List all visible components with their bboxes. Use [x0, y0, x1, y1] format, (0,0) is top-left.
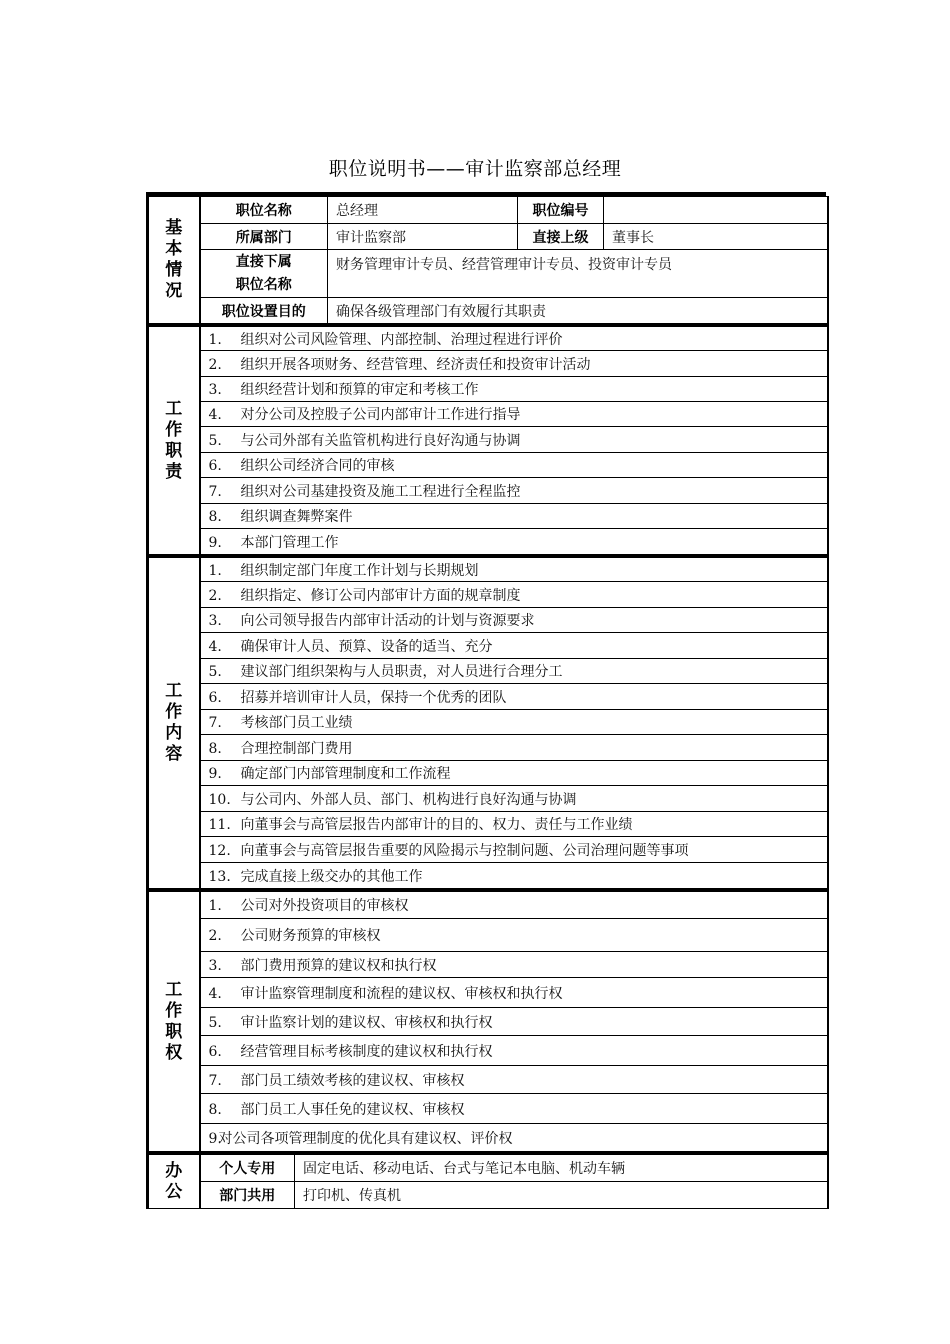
- item-text: 审计监察计划的建议权、审核权和执行权: [240, 1014, 493, 1031]
- item-number: 3.: [208, 957, 222, 974]
- item-number: 3.: [208, 382, 222, 398]
- section-basic: 基本情况: [148, 197, 200, 324]
- item-number: 9.: [208, 766, 222, 782]
- item-text: 组织制定部门年度工作计划与长期规划: [240, 562, 479, 579]
- item-number: 8.: [208, 509, 222, 525]
- item-number: 8.: [208, 1101, 222, 1118]
- authority-item: [200, 891, 828, 919]
- duty-item: [200, 377, 828, 402]
- item-text: 确定部门内部管理制度和工作流程: [240, 766, 451, 782]
- authority-item: [200, 1066, 828, 1094]
- item-number: 5.: [208, 432, 222, 449]
- authority-table: [146, 889, 829, 1152]
- purpose-value: 确保各级管理部门有效履行其职责: [328, 298, 828, 324]
- item-text: 组织经营计划和预算的审定和考核工作: [240, 382, 479, 398]
- item-text: 组织调查舞弊案件: [240, 509, 353, 525]
- item-text: 组织公司经济合同的审核: [240, 458, 395, 474]
- item-text: 组织指定、修订公司内部审计方面的规章制度: [240, 587, 521, 604]
- item-number: 4.: [208, 407, 222, 423]
- item-text: 向公司领导报告内部审计活动的计划与资源要求: [240, 613, 535, 629]
- content-item: [200, 735, 828, 761]
- item-number: 5.: [208, 664, 222, 680]
- duty-item: [200, 453, 828, 478]
- item-text: 部门费用预算的建议权和执行权: [240, 957, 437, 974]
- item-number: 6.: [208, 689, 222, 706]
- item-number: 10.: [208, 791, 231, 808]
- content-item: [200, 837, 828, 863]
- position-name-value: 总经理: [328, 197, 518, 224]
- item-text: 向董事会与高管层报告重要的风险揭示与控制问题、公司治理问题等事项: [240, 842, 689, 859]
- duty-item: [200, 402, 828, 427]
- authority-item: [200, 919, 828, 952]
- superior-label: 直接上级: [518, 224, 604, 250]
- item-text: 与公司外部有关监管机构进行良好沟通与协调: [240, 432, 521, 449]
- item-text: 本部门管理工作: [240, 534, 339, 551]
- content-item: [200, 863, 828, 889]
- item-text: 组织对公司基建投资及施工工程进行全程监控: [240, 483, 521, 500]
- item-number: 1.: [208, 898, 222, 914]
- section-content: 工作内容: [148, 557, 200, 889]
- duty-item: [200, 529, 828, 555]
- authority-item: [200, 978, 828, 1008]
- duties-table: [146, 324, 829, 555]
- item-text: 建议部门组织架构与人员职责，对人员进行合理分工: [240, 664, 563, 680]
- content-item: [200, 710, 828, 735]
- item-text: 对公司各项管理制度的优化具有建议权、评价权: [218, 1130, 513, 1147]
- item-text: 向董事会与高管层报告内部审计的目的、权力、责任与工作业绩: [240, 817, 633, 833]
- subordinates-label-line2: 职位名称: [235, 276, 292, 293]
- subordinates-label: [200, 250, 328, 298]
- item-text: 招募并培训审计人员，保持一个优秀的团队: [240, 689, 507, 706]
- personal-use-label: 个人专用: [200, 1154, 295, 1182]
- content-item: [200, 659, 828, 684]
- position-no-label: 职位编号: [518, 197, 604, 224]
- authority-item: [200, 1036, 828, 1066]
- content-item: [200, 582, 828, 608]
- office-table: [146, 1152, 829, 1209]
- item-text: 部门员工人事任免的建议权、审核权: [240, 1101, 465, 1118]
- item-number: 12.: [208, 842, 231, 859]
- content-item: [200, 633, 828, 659]
- personal-use-value: 固定电话、移动电话、台式与笔记本电脑、机动车辆: [295, 1154, 828, 1182]
- item-number: 2.: [208, 356, 222, 373]
- item-number: 3.: [208, 613, 222, 629]
- content-table: [146, 555, 829, 889]
- item-text: 部门员工绩效考核的建议权、审核权: [240, 1072, 465, 1089]
- item-text: 组织开展各项财务、经营管理、经济责任和投资审计活动: [240, 356, 591, 373]
- item-number: 6.: [208, 1043, 222, 1060]
- job-description-sheet: [146, 192, 826, 1209]
- dept-label: 所属部门: [200, 224, 328, 250]
- item-text: 公司财务预算的审核权: [240, 928, 381, 944]
- item-number: 7.: [208, 1072, 222, 1089]
- content-item: [200, 608, 828, 633]
- purpose-label: 职位设置目的: [200, 298, 328, 324]
- item-number: 1.: [208, 331, 222, 348]
- section-office: 办公: [148, 1154, 200, 1209]
- item-number: 7.: [208, 483, 222, 500]
- authority-item: [200, 952, 828, 978]
- duty-item: [200, 478, 828, 504]
- item-number: 6.: [208, 458, 222, 474]
- item-number: 2.: [208, 928, 222, 944]
- document-title: 职位说明书——审计监察部总经理: [328, 158, 622, 180]
- authority-item: 9.对公司各项管理制度的优化具有建议权、评价权: [200, 1124, 828, 1152]
- item-text: 公司对外投资项目的审核权: [240, 898, 409, 914]
- item-text: 经营管理目标考核制度的建议权和执行权: [240, 1043, 493, 1060]
- subordinates-label-line1: 直接下属: [235, 253, 292, 270]
- position-no-value: [604, 197, 828, 224]
- section-authority: 工作职权: [148, 891, 200, 1152]
- content-item: [200, 786, 828, 812]
- section-duty: 工作职责: [148, 326, 200, 555]
- position-name-label: 职位名称: [200, 197, 328, 224]
- content-item: [200, 761, 828, 786]
- duty-item: [200, 351, 828, 377]
- item-number: 9.: [208, 534, 222, 551]
- dept-value: 审计监察部: [328, 224, 518, 250]
- shared-use-value: 打印机、传真机: [295, 1182, 828, 1209]
- item-text: 完成直接上级交办的其他工作: [240, 868, 423, 885]
- item-text: 对分公司及控股子公司内部审计工作进行指导: [240, 407, 521, 423]
- basic-info-table: [146, 196, 829, 324]
- item-text: 考核部门员工业绩: [240, 715, 353, 731]
- authority-item: [200, 1008, 828, 1036]
- duty-item: [200, 504, 828, 529]
- duty-item: [200, 427, 828, 453]
- item-number: 11.: [208, 817, 231, 833]
- content-item: [200, 557, 828, 582]
- item-number: 5.: [208, 1014, 222, 1031]
- item-number: 1.: [208, 562, 222, 579]
- content-item: [200, 684, 828, 710]
- item-text: 确保审计人员、预算、设备的适当、充分: [240, 638, 493, 655]
- item-text: 审计监察管理制度和流程的建议权、审核权和执行权: [240, 985, 563, 1002]
- authority-item: [200, 1094, 828, 1124]
- item-text: 与公司内、外部人员、部门、机构进行良好沟通与协调: [240, 791, 577, 808]
- superior-value: 董事长: [604, 224, 828, 250]
- subordinates-value: 财务管理审计专员、经营管理审计专员、投资审计专员: [328, 250, 828, 298]
- item-text: 组织对公司风险管理、内部控制、治理过程进行评价: [240, 331, 563, 348]
- item-number: 4.: [208, 638, 222, 655]
- item-number: 4.: [208, 985, 222, 1002]
- content-item: [200, 812, 828, 837]
- duty-item: [200, 326, 828, 351]
- item-number: 7.: [208, 715, 222, 731]
- shared-use-label: 部门共用: [200, 1182, 295, 1209]
- item-text: 合理控制部门费用: [240, 740, 353, 757]
- item-number: 2.: [208, 587, 222, 604]
- item-number: 8.: [208, 740, 222, 757]
- item-number: 13.: [208, 868, 231, 885]
